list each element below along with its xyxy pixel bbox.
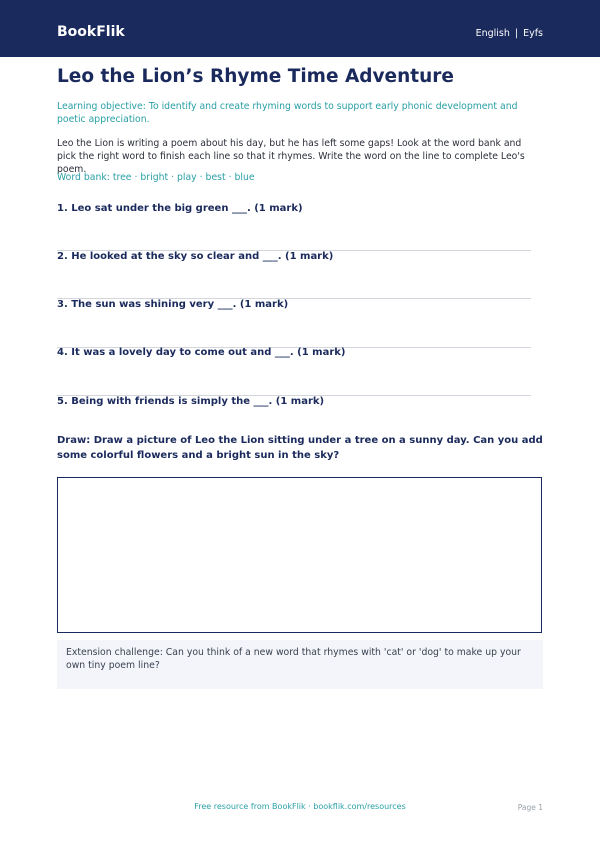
extension-challenge-text: Extension challenge: Can you think of a new word that rhymes with 'cat' or 'dog' to make up your own tiny poem line? xyxy=(66,647,521,671)
language-label[interactable]: English xyxy=(475,28,510,39)
level-label[interactable]: Eyfs xyxy=(523,28,543,39)
word-bank: Word bank: tree · bright · play · best · blue xyxy=(57,172,255,183)
question-5: 5. Being with friends is simply the ___. (1 mark) xyxy=(57,396,325,407)
separator: | xyxy=(514,28,519,39)
intro-text: Leo the Lion is writing a poem about his day, but he has left some gaps! Look at the word bank and pick the right word to finish each line so that it rhymes. Write the word on the line to complete Leo's poem. xyxy=(57,138,525,175)
learning-objective: Learning objective: To identify and create rhyming words to support early phonic development and poetic appreciation. xyxy=(57,101,518,125)
page-title: Leo the Lion’s Rhyme Time Adventure xyxy=(57,66,454,87)
question-2: 2. He looked at the sky so clear and ___. (1 mark) xyxy=(57,251,334,262)
drawing-area[interactable] xyxy=(57,477,542,633)
header-bar xyxy=(0,0,600,57)
language-level-indicator xyxy=(476,28,543,39)
question-1: 1. Leo sat under the big green ___. (1 mark) xyxy=(57,203,303,214)
question-4: 4. It was a lovely day to come out and ___. (1 mark) xyxy=(57,347,346,358)
brand-logo[interactable]: BookFlik xyxy=(57,24,125,40)
question-3: 3. The sun was shining very ___. (1 mark) xyxy=(57,299,289,310)
page-number: Page 1 xyxy=(517,803,543,812)
footer-text[interactable]: Free resource from BookFlik · bookflik.com/resources xyxy=(194,802,406,811)
draw-prompt: Draw: Draw a picture of Leo the Lion sitting under a tree on a sunny day. Can you add some colorful flowers and a bright sun in the sky? xyxy=(57,435,543,461)
extension-challenge-box xyxy=(57,640,543,689)
